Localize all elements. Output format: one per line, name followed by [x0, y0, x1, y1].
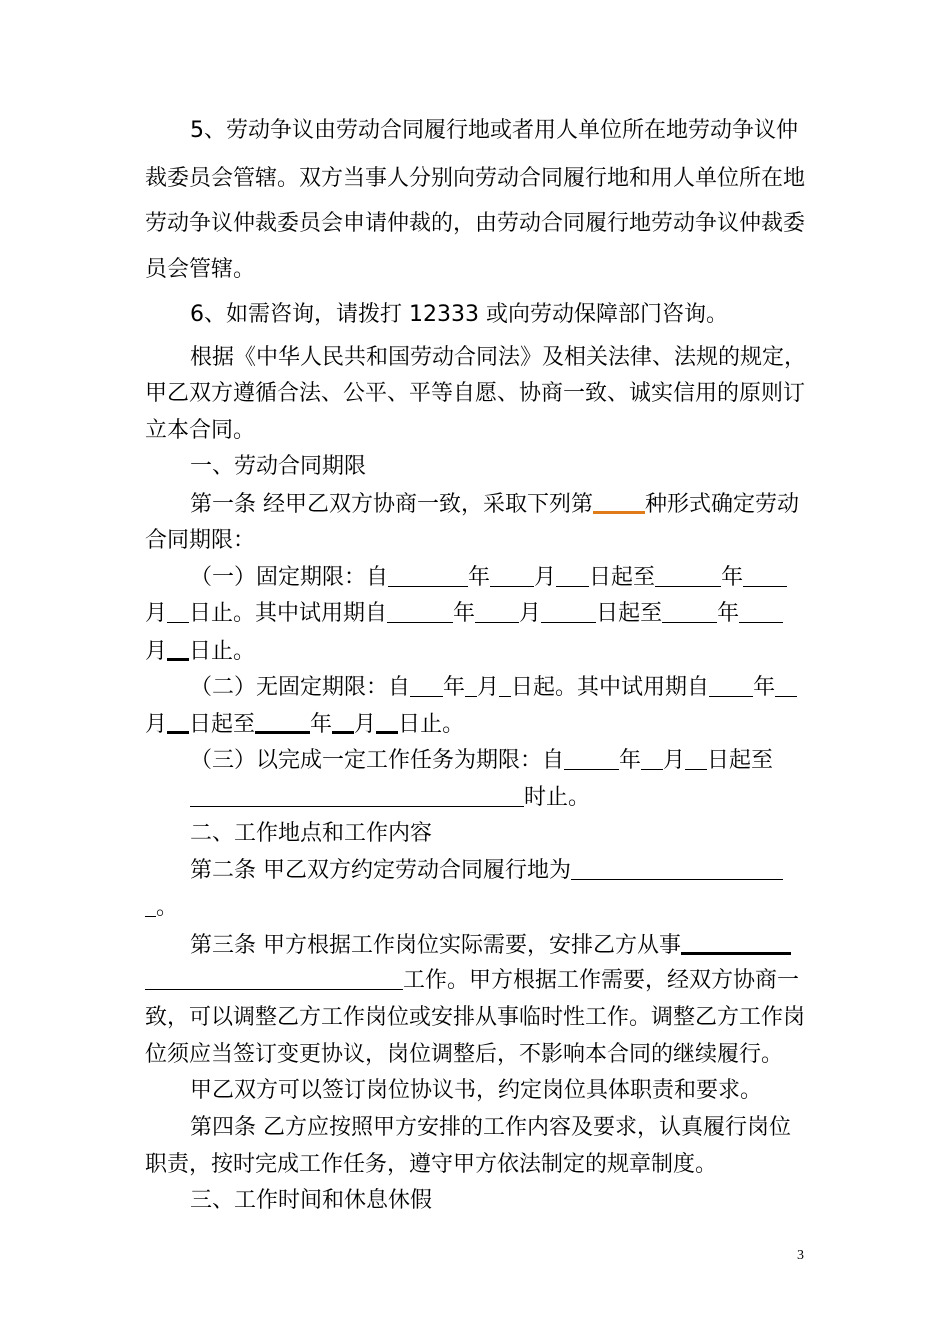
open-probation-label: 日起。其中试用期自 — [511, 675, 710, 700]
article-1-line-2: 合同期限： — [145, 528, 256, 553]
open-start-month-blank[interactable] — [465, 674, 477, 697]
probation-end-day-blank[interactable] — [167, 636, 189, 661]
month-label: 月 — [354, 712, 377, 737]
form-choice-blank[interactable] — [593, 489, 645, 514]
probation-end-month-blank[interactable] — [739, 600, 783, 623]
section-2-heading: 二、工作地点和工作内容 — [190, 821, 433, 846]
year-label: 年 — [717, 601, 740, 626]
end-label: 日止。 — [189, 639, 256, 664]
month-label: 月 — [663, 748, 686, 773]
article-3-line-1 — [190, 930, 791, 961]
fixed-end-month-blank[interactable] — [743, 564, 787, 587]
preamble-line-3: 立本合同。 — [145, 418, 256, 443]
fixed-start-month-blank[interactable] — [490, 564, 534, 587]
fixed-term-line-2 — [145, 599, 783, 629]
open-probation-day-blank[interactable] — [167, 709, 189, 734]
probation-end-year-blank[interactable] — [662, 600, 717, 623]
open-probation-month-blank[interactable] — [775, 674, 797, 697]
end-label: 日止。 — [398, 712, 465, 737]
month-label: 月 — [519, 601, 542, 626]
note-5-line-4: 员会管辖。 — [145, 257, 256, 282]
year-label: 年 — [443, 675, 466, 700]
article-1-text-a: 第一条 经甲乙双方协商一致，采取下列第 — [190, 492, 593, 517]
task-completion-blank[interactable] — [190, 784, 524, 807]
open-start-year-blank[interactable] — [410, 674, 443, 697]
article-3-text-b: 工作。甲方根据工作需要，经双方协商一 — [403, 968, 800, 993]
month-label: 月 — [145, 601, 168, 626]
month-label: 月 — [145, 639, 168, 664]
fixed-start-year-blank[interactable] — [388, 564, 468, 587]
task-start-year-blank[interactable] — [564, 747, 619, 770]
section-3-heading: 三、工作时间和休息休假 — [190, 1188, 433, 1213]
month-label: 月 — [534, 565, 557, 590]
month-label: 月 — [477, 675, 500, 700]
preamble-line-1: 根据《中华人民共和国劳动合同法》及相关法律、法规的规定， — [190, 345, 807, 370]
task-term-line-2 — [190, 783, 590, 813]
probation-start-year-blank[interactable] — [387, 600, 453, 623]
probation-label: 日止。其中试用期自 — [189, 601, 388, 626]
work-location-blank[interactable] — [571, 857, 783, 880]
job-position-blank[interactable] — [681, 930, 791, 955]
note-5-line-1: 5、劳动争议由劳动合同履行地或者用人单位所在地劳动争议仲 — [190, 118, 798, 143]
period: 。 — [156, 895, 179, 920]
fixed-term-label: （一）固定期限：自 — [190, 565, 389, 590]
open-probation-year-blank[interactable] — [709, 674, 753, 697]
article-3-line-4: 位须应当签订变更协议，岗位调整后，不影响本合同的继续履行。 — [145, 1042, 784, 1067]
open-start-day-blank[interactable] — [499, 674, 511, 697]
task-end-label: 时止。 — [524, 785, 591, 810]
fixed-term-line-1 — [190, 563, 787, 593]
fixed-end-day-blank[interactable] — [167, 600, 189, 623]
task-term-line-1 — [190, 746, 773, 776]
page-number: 3 — [797, 1248, 804, 1263]
year-label: 年 — [619, 748, 642, 773]
article-2-line-2 — [145, 893, 178, 923]
preamble-line-2: 甲乙双方遵循合法、公平、平等自愿、协商一致、诚实信用的原则订 — [145, 381, 806, 406]
article-3-line-3: 致，可以调整乙方工作岗位或安排从事临时性工作。调整乙方工作岗 — [145, 1005, 806, 1030]
job-position-blank-cont[interactable] — [145, 967, 403, 990]
probation-start-month-blank[interactable] — [475, 600, 519, 623]
position-agreement-para: 甲乙双方可以签订岗位协议书，约定岗位具体职责和要求。 — [190, 1078, 763, 1103]
article-3-text-a: 第三条 甲方根据工作岗位实际需要，安排乙方从事 — [190, 933, 681, 958]
article-1-line-1 — [190, 489, 799, 520]
fixed-term-line-3 — [145, 636, 255, 667]
year-label: 年 — [468, 565, 491, 590]
section-1-heading: 一、劳动合同期限 — [190, 454, 367, 479]
note-6: 6、如需咨询，请拨打 12333 或向劳动保障部门咨询。 — [190, 302, 728, 327]
note-5-line-2: 裁委员会管辖。双方当事人分别向劳动合同履行地和用人单位所在地 — [145, 166, 806, 191]
start-to-label: 日起至 — [589, 565, 656, 590]
task-start-day-blank[interactable] — [685, 747, 707, 770]
probation-start-day-blank[interactable] — [541, 600, 596, 623]
note-5-line-3: 劳动争议仲裁委员会申请仲裁的，由劳动合同履行地劳动争议仲裁委 — [145, 211, 806, 236]
article-3-line-2 — [145, 966, 799, 996]
article-2-line-1 — [190, 856, 783, 886]
open-term-label: （二）无固定期限：自 — [190, 675, 411, 700]
task-term-label: （三）以完成一定工作任务为期限：自 — [190, 748, 565, 773]
article-4-line-1: 第四条 乙方应按照甲方安排的工作内容及要求，认真履行岗位 — [190, 1115, 791, 1140]
work-location-blank-cont[interactable] — [145, 894, 156, 917]
year-label: 年 — [453, 601, 476, 626]
article-1-text-b: 种形式确定劳动 — [645, 492, 800, 517]
fixed-start-day-blank[interactable] — [556, 564, 589, 587]
month-label: 月 — [145, 712, 168, 737]
open-term-line-1 — [190, 673, 797, 703]
article-2-text: 第二条 甲乙双方约定劳动合同履行地为 — [190, 858, 571, 883]
year-label: 年 — [753, 675, 776, 700]
start-to-label: 日起至 — [189, 712, 256, 737]
open-term-line-2 — [145, 709, 464, 740]
year-label: 年 — [721, 565, 744, 590]
year-label: 年 — [310, 712, 333, 737]
start-to-label: 日起至 — [596, 601, 663, 626]
open-probation-end-year-blank[interactable] — [255, 709, 310, 734]
start-to-label: 日起至 — [707, 748, 774, 773]
fixed-end-year-blank[interactable] — [655, 564, 721, 587]
article-4-line-2: 职责，按时完成工作任务，遵守甲方依法制定的规章制度。 — [145, 1152, 718, 1177]
open-probation-end-month-blank[interactable] — [332, 709, 354, 734]
open-probation-end-day-blank[interactable] — [376, 709, 398, 734]
task-start-month-blank[interactable] — [641, 747, 663, 770]
